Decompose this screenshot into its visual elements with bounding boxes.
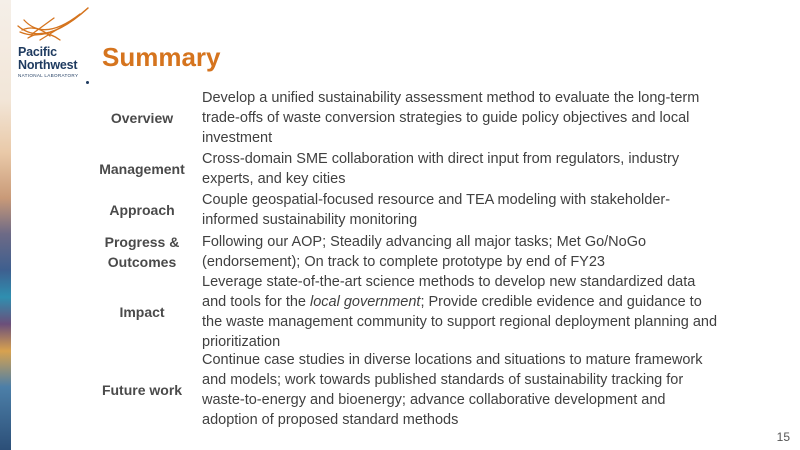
decorative-dot xyxy=(86,81,89,84)
row-text xyxy=(202,272,722,352)
row-text-part: ; Provide credible evidence and guidance to the waste management community to support regional deployment planning and prioritization xyxy=(202,294,718,350)
row-label: Impact xyxy=(119,304,165,320)
row-label: Approach xyxy=(109,202,175,218)
row-label: Progress & Outcomes xyxy=(104,234,180,270)
row-label: Overview xyxy=(110,110,174,126)
row-text: Cross-domain SME collaboration with direct input from regulators, industry experts, and key cities xyxy=(202,151,680,187)
row-text: Following our AOP; Steadily advancing all major tasks; Met Go/NoGo (endorsement); On track to complete prototype by end of FY23 xyxy=(202,234,647,270)
summary-row-progress xyxy=(88,233,728,271)
row-text: Couple geospatial-focused resource and TEA modeling with stakeholder-informed sustainability monitoring xyxy=(202,192,671,228)
decorative-side-strip xyxy=(0,0,11,450)
summary-row-approach xyxy=(88,191,728,229)
row-text-part: Leverage state-of-the-art science methods to develop new standardized data and tools for the xyxy=(202,274,696,310)
logo-text-line2: Northwest xyxy=(18,58,78,72)
summary-row-future-work xyxy=(88,352,728,428)
summary-row-impact xyxy=(88,274,728,350)
row-text: Develop a unified sustainability assessment method to evaluate the long-term trade-offs of waste conversion strategies to guide policy objectives and local investment xyxy=(202,90,700,146)
logo-text-line3: NATIONAL LABORATORY xyxy=(18,73,79,78)
summary-row-management xyxy=(88,150,728,188)
logo-text-line1: Pacific xyxy=(18,45,57,59)
pnnl-logo xyxy=(14,4,94,86)
row-label: Future work xyxy=(101,382,183,398)
row-label: Management xyxy=(99,161,185,177)
logo-mark-icon xyxy=(14,4,94,48)
row-text-italic: local government xyxy=(310,294,421,310)
row-text: Continue case studies in diverse locations and situations to mature framework and models; work towards published standards of sustainability tracking for waste-to-energy and bioenergy; advance collaborative development and adoption of proposed standard methods xyxy=(202,352,703,428)
summary-row-overview xyxy=(88,90,728,146)
slide-title: Summary xyxy=(102,42,221,72)
page-number: 15 xyxy=(776,430,790,444)
